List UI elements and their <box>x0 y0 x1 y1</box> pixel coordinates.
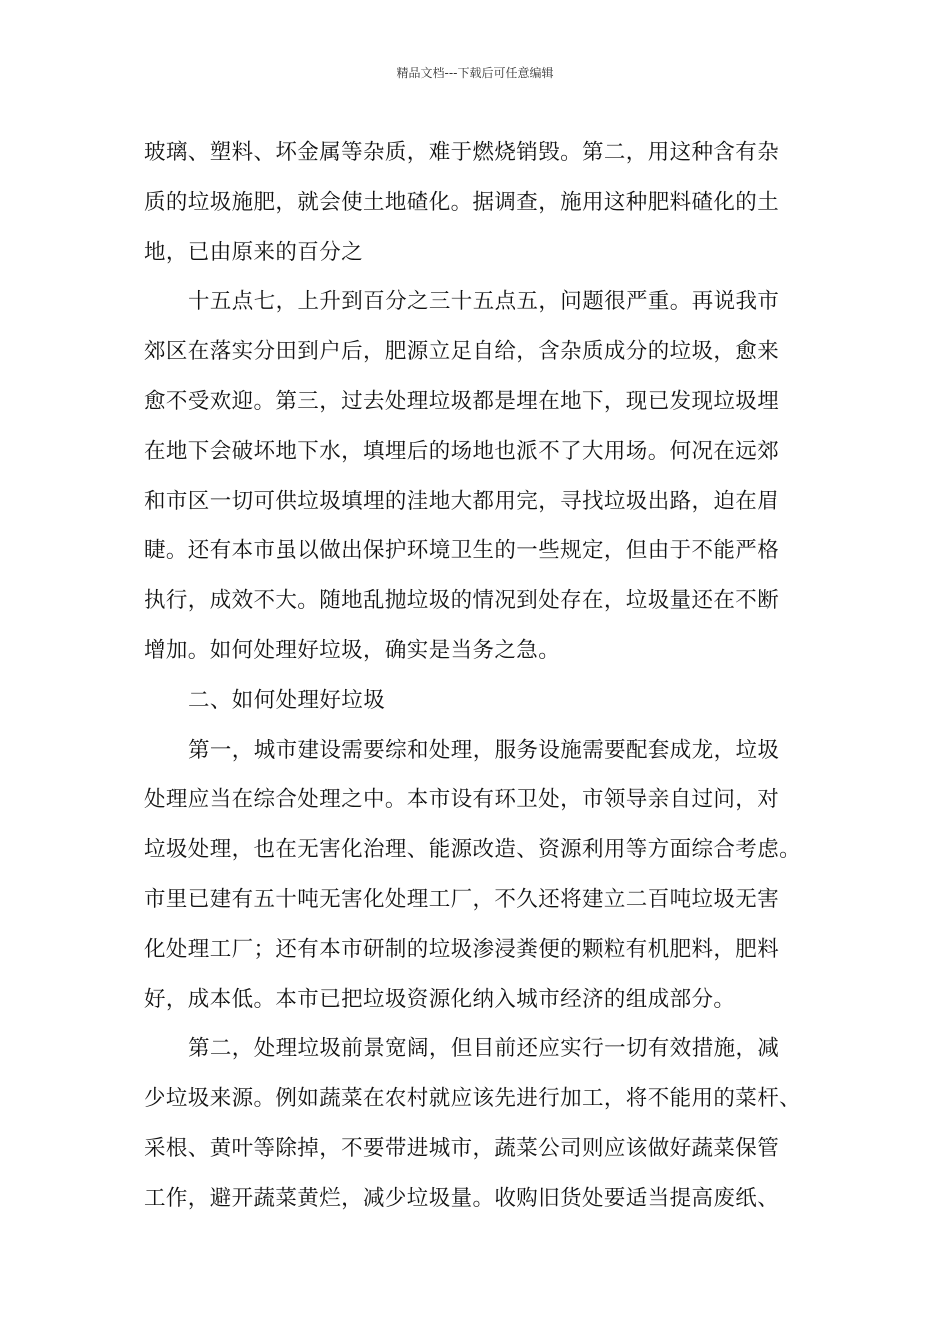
text-line: 第一，城市建设需要综和处理，服务设施需要配套成龙，垃圾 <box>188 737 780 763</box>
text-line: 和市区一切可供垃圾填埋的洼地大都用完，寻找垃圾出路，迫在眉 <box>144 488 780 514</box>
text-line: 在地下会破坏地下水，填埋后的场地也派不了大用场。何况在远郊 <box>144 438 780 464</box>
text-line: 执行，成效不大。随地乱抛垃圾的情况到处存在，垃圾量还在不断 <box>144 588 780 614</box>
text-line: 工作，避开蔬菜黄烂，减少垃圾量。收购旧货处要适当提高废纸、 <box>144 1185 780 1211</box>
text-line: 睫。还有本市虽以做出保护环境卫生的一些规定，但由于不能严格 <box>144 538 780 564</box>
text-line: 市里已建有五十吨无害化处理工厂，不久还将建立二百吨垃圾无害 <box>144 886 780 912</box>
text-line: 少垃圾来源。例如蔬菜在农村就应该先进行加工，将不能用的菜杆、 <box>144 1086 802 1112</box>
page-header: 精品文档---下载后可任意编辑 <box>396 66 554 80</box>
text-line: 采根、黄叶等除掉，不要带进城市，蔬菜公司则应该做好蔬菜保管 <box>144 1135 780 1161</box>
paragraph <box>144 128 812 277</box>
text-line: 化处理工厂；还有本市研制的垃圾渗浸粪便的颗粒有机肥料，肥料 <box>144 936 780 962</box>
text-line: 愈不受欢迎。第三，过去处理垃圾都是埋在地下，现已发现垃圾埋 <box>144 388 780 414</box>
text-line: 第二，处理垃圾前景宽阔，但目前还应实行一切有效措施，减 <box>188 1036 780 1062</box>
text-line: 二、如何处理好垃圾 <box>188 687 386 713</box>
paragraph <box>144 676 812 726</box>
text-line: 好，成本低。本市已把垃圾资源化纳入城市经济的组成部分。 <box>144 986 736 1012</box>
text-line: 质的垃圾施肥，就会使土地碴化。据调查，施用这种肥料碴化的土 <box>144 189 780 215</box>
document-body <box>144 128 812 1224</box>
text-line: 郊区在落实分田到户后，肥源立足自给，含杂质成分的垃圾，愈来 <box>144 339 780 365</box>
text-line: 玻璃、塑料、坏金属等杂质，难于燃烧销毁。第二，用这种含有杂 <box>144 140 780 165</box>
text-line: 十五点七，上升到百分之三十五点五，问题很严重。再说我市 <box>188 289 780 315</box>
text-line: 垃圾处理，也在无害化治理、能源改造、资源利用等方面综合考虑。 <box>144 837 802 863</box>
text-line: 处理应当在综合处理之中。本市设有环卫处，市领导亲自过问，对 <box>144 787 780 813</box>
paragraph <box>144 277 812 675</box>
text-line: 增加。如何处理好垃圾，确实是当务之急。 <box>144 637 561 663</box>
paragraph <box>144 726 812 1025</box>
paragraph <box>144 1024 812 1223</box>
text-line: 地，已由原来的百分之 <box>144 239 364 265</box>
